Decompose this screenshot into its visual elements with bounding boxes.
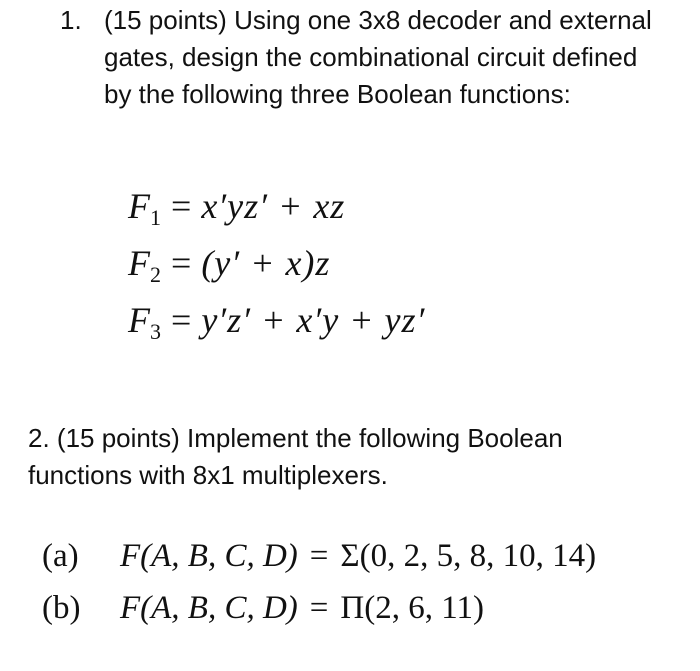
part-b-label: (b) [42,590,81,626]
equation-f1-expression: x′yz′ + xz [201,186,346,226]
part-b-equals: = [309,590,329,626]
equation-f3-subscript: 3 [150,319,161,344]
equation-f3 [128,300,426,344]
part-b-function: F(A, B, C, D) [120,590,298,626]
equation-f1-equals: = [171,186,192,226]
equation-f2-equals: = [171,243,192,283]
question-2-text: 2. (15 points) Implement the following Boolean functions with 8x1 multiplexers. [28,423,563,490]
equation-f2-name: F [128,243,150,283]
equation-f3-name: F [128,300,150,340]
equation-f1-subscript: 1 [150,205,161,230]
equation-f3-equals: = [171,300,192,340]
question-1-number: 1. [60,5,82,35]
equation-f1-name: F [128,186,150,226]
part-a-equals: = [309,538,329,574]
question-1-text: (15 points) Using one 3x8 decoder and external gates, design the combinational circuit defined by the following three Boolean functions: [104,5,652,109]
equation-f3-expression: y′z′ + x′y + yz′ [201,300,426,340]
equation-f2-expression: (y′ + x)z [201,243,331,283]
equation-f2-subscript: 2 [150,262,161,287]
equation-f1 [128,186,346,230]
equation-f2 [128,243,331,287]
part-b-expression: Π(2, 6, 11) [340,590,485,626]
part-a [42,536,596,576]
part-a-label: (a) [42,538,79,574]
part-a-function: F(A, B, C, D) [120,538,298,574]
part-a-expression: Σ(0, 2, 5, 8, 10, 14) [340,538,597,574]
part-b [42,588,484,628]
